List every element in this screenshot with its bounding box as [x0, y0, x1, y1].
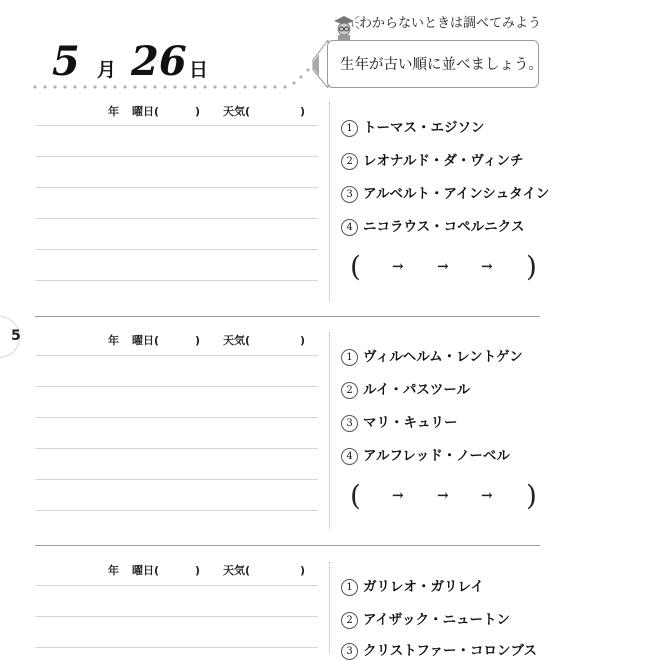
choice-item — [341, 381, 470, 399]
year-label: 年 — [108, 564, 119, 577]
weekday-label: 曜日( — [132, 334, 160, 347]
writing-line[interactable] — [35, 249, 318, 250]
weather-label: 天気( — [223, 564, 251, 577]
choice-name: アイザック・ニュートン — [363, 612, 511, 628]
choice-item — [341, 447, 510, 465]
arrow-icon: → — [437, 488, 449, 504]
writing-line[interactable] — [35, 187, 318, 188]
writing-line[interactable] — [35, 125, 318, 126]
page-marker-number: 5 — [11, 328, 21, 344]
instruction-text: 生年が古い順に並べましょう。 — [340, 57, 543, 73]
answer-open-paren: ( — [350, 250, 361, 283]
weekday-label: 曜日( — [132, 564, 160, 577]
answer-close-paren: ) — [526, 250, 537, 283]
choice-number: 1 — [341, 579, 358, 596]
writing-line[interactable] — [35, 647, 318, 648]
choice-name: マリ・キュリー — [363, 415, 458, 431]
weather-close: ) — [300, 105, 306, 118]
choice-item — [341, 119, 485, 137]
answer-field[interactable] — [350, 481, 540, 511]
choice-number: 3 — [341, 186, 358, 203]
arrow-icon: → — [437, 259, 449, 275]
column-separator — [329, 562, 330, 652]
weather-label: 天気( — [223, 105, 251, 118]
weekday-close: ) — [195, 564, 201, 577]
choice-name: クリストファー・コロンブス — [363, 643, 538, 659]
writing-line[interactable] — [35, 218, 318, 219]
column-separator — [329, 332, 330, 530]
date-month-unit: 月 — [97, 59, 117, 81]
answer-open-paren: ( — [350, 479, 361, 512]
choice-number: 1 — [341, 120, 358, 137]
choice-number: 2 — [341, 382, 358, 399]
arrow-icon: → — [481, 488, 493, 504]
choice-name: トーマス・エジソン — [363, 120, 485, 136]
writing-line[interactable] — [35, 585, 318, 586]
choice-item — [341, 348, 523, 366]
choice-item — [341, 218, 524, 236]
year-label: 年 — [108, 334, 119, 347]
choice-number: 4 — [341, 219, 358, 236]
weekday-label: 曜日( — [132, 105, 160, 118]
choice-name: アルベルト・アインシュタイン — [363, 186, 550, 202]
writing-line[interactable] — [35, 355, 318, 356]
choice-number: 3 — [341, 643, 358, 660]
choice-number: 4 — [341, 448, 358, 465]
date-day: 26 — [131, 38, 187, 85]
choice-name: ヴィルヘルム・レントゲン — [363, 349, 523, 365]
arrow-icon: → — [392, 488, 404, 504]
writing-line[interactable] — [35, 417, 318, 418]
writing-line[interactable] — [35, 448, 318, 449]
answer-close-paren: ) — [526, 479, 537, 512]
column-separator — [329, 102, 330, 300]
hint-text: わからないときは調べてみよう — [359, 16, 542, 31]
choice-item — [341, 152, 524, 170]
choice-item — [341, 642, 537, 660]
writing-line[interactable] — [35, 280, 318, 281]
arrow-icon: → — [481, 259, 493, 275]
choice-number: 2 — [341, 612, 358, 629]
writing-line[interactable] — [35, 479, 318, 480]
answer-field[interactable] — [350, 252, 540, 282]
writing-line[interactable] — [35, 510, 318, 511]
choice-item — [341, 414, 458, 432]
choice-number: 2 — [341, 153, 358, 170]
date-month: 5 — [52, 38, 80, 85]
choice-name: ガリレオ・ガリレイ — [363, 579, 484, 595]
weather-label: 天気( — [223, 334, 251, 347]
weekday-close: ) — [195, 334, 201, 347]
section-divider — [35, 545, 540, 546]
choice-item — [341, 611, 510, 629]
weather-close: ) — [300, 334, 306, 347]
choice-name: ルイ・パスツール — [363, 382, 471, 398]
choice-name: アルフレッド・ノーベル — [363, 448, 510, 464]
date-day-unit: 日 — [189, 59, 209, 81]
choice-item — [341, 185, 549, 203]
weather-close: ) — [300, 564, 306, 577]
section-divider — [35, 316, 540, 317]
writing-line[interactable] — [35, 386, 318, 387]
choice-name: ニコラウス・コペルニクス — [363, 219, 525, 235]
arrow-icon: → — [392, 259, 404, 275]
choice-item — [341, 578, 484, 596]
year-label: 年 — [108, 105, 119, 118]
choice-name: レオナルド・ダ・ヴィンチ — [363, 153, 524, 169]
choice-number: 3 — [341, 415, 358, 432]
writing-line[interactable] — [35, 156, 318, 157]
weekday-close: ) — [195, 105, 201, 118]
choice-number: 1 — [341, 349, 358, 366]
header-dotted-line — [30, 40, 330, 95]
writing-line[interactable] — [35, 616, 318, 617]
